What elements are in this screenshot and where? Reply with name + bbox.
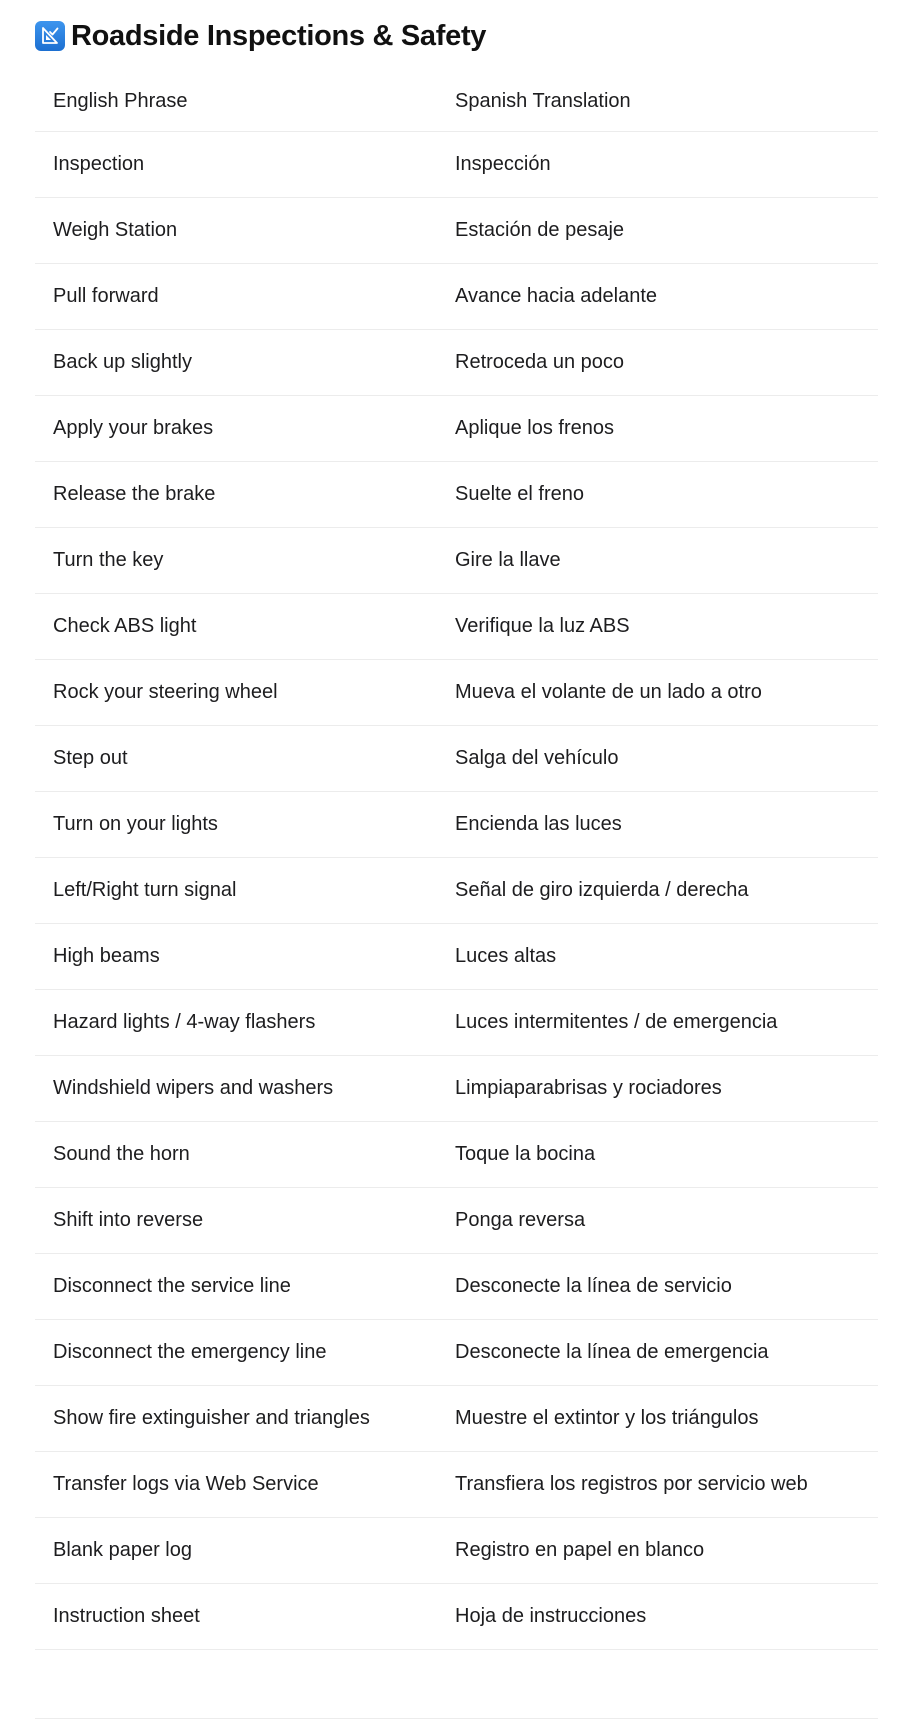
table-row bbox=[35, 198, 878, 264]
spanish-translation-cell: Salga del vehículo bbox=[455, 747, 619, 769]
english-phrase-cell: Turn on your lights bbox=[53, 813, 218, 835]
table-row bbox=[35, 726, 878, 792]
spanish-translation-cell: Mueva el volante de un lado a otro bbox=[455, 681, 762, 703]
table-row bbox=[35, 1254, 878, 1320]
english-phrase-cell: Disconnect the emergency line bbox=[53, 1341, 327, 1363]
table-row bbox=[35, 396, 878, 462]
english-phrase-cell: High beams bbox=[53, 945, 160, 967]
english-phrase-cell: Inspection bbox=[53, 153, 145, 175]
english-phrase-cell: Show fire extinguisher and triangles bbox=[53, 1407, 370, 1429]
table-row bbox=[35, 462, 878, 528]
english-phrase-cell: Turn the key bbox=[53, 549, 164, 571]
english-phrase-cell: Instruction sheet bbox=[53, 1605, 200, 1627]
english-phrase-cell: Back up slightly bbox=[53, 351, 192, 373]
spanish-translation-cell: Gire la llave bbox=[455, 549, 561, 571]
spanish-translation-cell: Toque la bocina bbox=[455, 1143, 596, 1165]
english-phrase-cell: Disconnect the service line bbox=[53, 1275, 291, 1297]
spanish-translation-cell: Suelte el freno bbox=[455, 483, 584, 505]
spanish-translation-cell: Ponga reversa bbox=[455, 1209, 586, 1231]
phrase-page bbox=[35, 0, 878, 1727]
table-row bbox=[35, 660, 878, 726]
table-row bbox=[35, 792, 878, 858]
english-phrase-cell: Pull forward bbox=[53, 285, 159, 307]
table-row bbox=[35, 858, 878, 924]
english-phrase-cell: Transfer logs via Web Service bbox=[53, 1473, 319, 1495]
spanish-translation-cell: Muestre el extintor y los triángulos bbox=[455, 1407, 759, 1429]
spanish-translation-cell: Limpiaparabrisas y rociadores bbox=[455, 1077, 722, 1099]
english-phrase-cell: Check ABS light bbox=[53, 615, 197, 637]
english-phrase-cell: Apply your brakes bbox=[53, 417, 214, 439]
english-phrase-cell: Shift into reverse bbox=[53, 1209, 204, 1231]
table-row bbox=[35, 132, 878, 198]
spanish-translation-cell: Registro en papel en blanco bbox=[455, 1539, 705, 1561]
english-phrase-cell: Left/Right turn signal bbox=[53, 879, 237, 901]
spanish-translation-cell: Señal de giro izquierda / derecha bbox=[455, 879, 749, 901]
phrase-table bbox=[35, 72, 878, 1650]
spanish-translation-cell: Avance hacia adelante bbox=[455, 285, 658, 307]
english-phrase-cell: Hazard lights / 4-way flashers bbox=[53, 1011, 316, 1033]
spanish-translation-cell: Desconecte la línea de servicio bbox=[455, 1275, 732, 1297]
table-row bbox=[35, 594, 878, 660]
spanish-translation-cell: Desconecte la línea de emergencia bbox=[455, 1341, 769, 1363]
spanish-translation-cell: Encienda las luces bbox=[455, 813, 622, 835]
bottom-divider bbox=[35, 1718, 878, 1719]
english-phrase-cell: Sound the horn bbox=[53, 1143, 190, 1165]
spanish-translation-cell: Aplique los frenos bbox=[455, 417, 614, 439]
table-row bbox=[35, 990, 878, 1056]
page-header bbox=[35, 0, 878, 72]
english-phrase-cell: Windshield wipers and washers bbox=[53, 1077, 334, 1099]
english-phrase-cell: Rock your steering wheel bbox=[53, 681, 278, 703]
table-row bbox=[35, 264, 878, 330]
spanish-translation-cell: Verifique la luz ABS bbox=[455, 615, 630, 637]
english-phrase-cell: Release the brake bbox=[53, 483, 216, 505]
spanish-translation-cell: Transfiera los registros por servicio web bbox=[455, 1473, 808, 1495]
table-row bbox=[35, 1452, 878, 1518]
table-row bbox=[35, 330, 878, 396]
spanish-translation-cell: Inspección bbox=[455, 153, 551, 175]
spanish-translation-cell: Retroceda un poco bbox=[455, 351, 625, 373]
spanish-translation-cell: Hoja de instrucciones bbox=[455, 1605, 647, 1627]
table-row bbox=[35, 1584, 878, 1650]
table-row bbox=[35, 1320, 878, 1386]
table-row bbox=[35, 528, 878, 594]
table-row bbox=[35, 1056, 878, 1122]
table-row bbox=[35, 1122, 878, 1188]
triangular-ruler-check-icon bbox=[35, 21, 65, 51]
table-row bbox=[35, 924, 878, 990]
column-header-spanish: Spanish Translation bbox=[455, 90, 631, 112]
table-row bbox=[35, 1188, 878, 1254]
spanish-translation-cell: Luces altas bbox=[455, 945, 557, 967]
english-phrase-cell: Weigh Station bbox=[53, 219, 178, 241]
page-title: Roadside Inspections & Safety bbox=[71, 19, 487, 52]
spanish-translation-cell: Estación de pesaje bbox=[455, 219, 625, 241]
table-header-row bbox=[35, 72, 878, 132]
table-row bbox=[35, 1386, 878, 1452]
table-row bbox=[35, 1518, 878, 1584]
english-phrase-cell: Step out bbox=[53, 747, 128, 769]
column-header-english: English Phrase bbox=[53, 90, 188, 112]
spanish-translation-cell: Luces intermitentes / de emergencia bbox=[455, 1011, 778, 1033]
english-phrase-cell: Blank paper log bbox=[53, 1539, 192, 1561]
